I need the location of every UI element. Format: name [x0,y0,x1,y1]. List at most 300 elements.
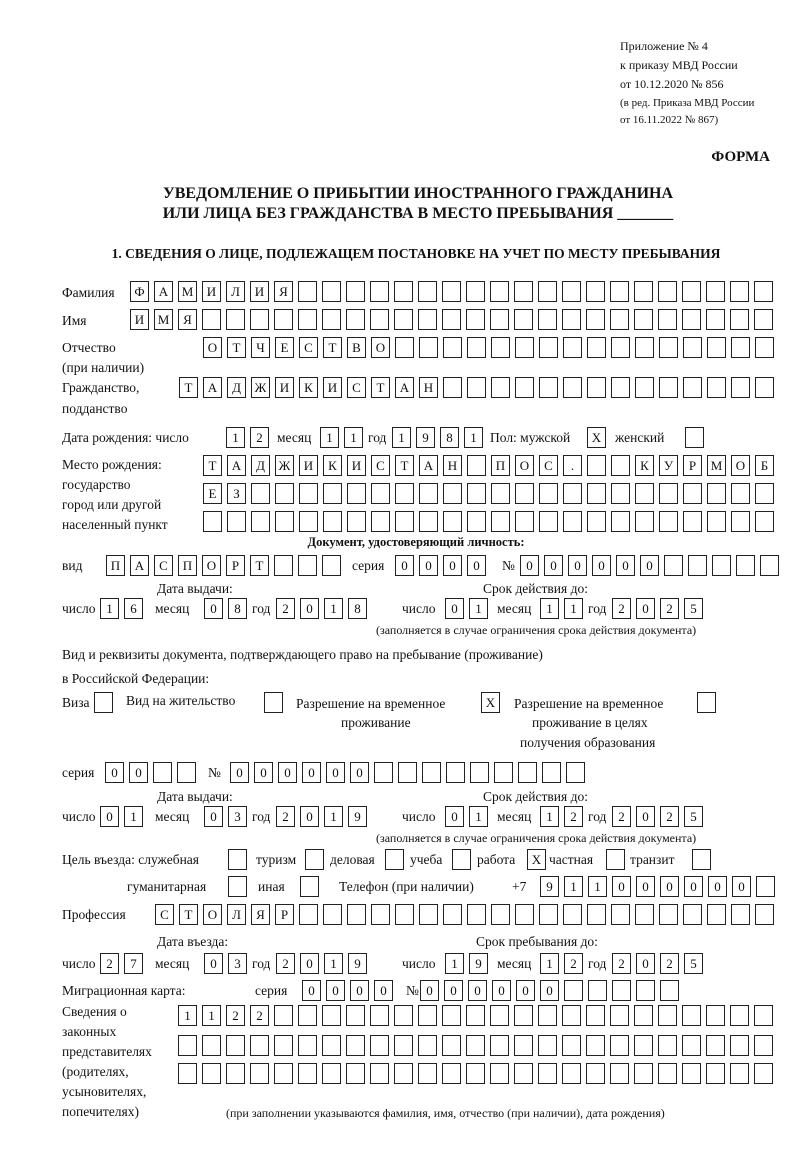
name-cell[interactable] [490,309,509,330]
representatives-2-cell[interactable] [538,1035,557,1056]
patronymic-cell[interactable] [395,337,414,358]
right-temp-cell[interactable]: X [481,692,500,713]
representatives-3-cell[interactable] [658,1063,677,1084]
birthplace-2-cell[interactable] [419,483,438,504]
representatives-1-cell[interactable] [298,1005,317,1026]
representatives-1-cell[interactable] [634,1005,653,1026]
right-visa-cell[interactable] [94,692,113,713]
name-cell[interactable] [298,309,317,330]
entry-issue-year-cell[interactable]: 1 [324,953,343,974]
surname-cell[interactable] [586,281,605,302]
representatives-3-cell[interactable] [298,1063,317,1084]
birthplace-1-cell[interactable]: И [347,455,366,476]
patronymic-cell[interactable] [587,337,606,358]
doc-kind-cell[interactable] [322,555,341,576]
doc-number-cell[interactable]: 0 [520,555,539,576]
migration-number-cell[interactable]: 0 [492,980,511,1001]
right-valid-day-cell[interactable]: 0 [445,806,464,827]
patronymic-cell[interactable]: Т [227,337,246,358]
representatives-1-cell[interactable] [418,1005,437,1026]
migration-number-cell[interactable] [564,980,583,1001]
phone-cell[interactable] [756,876,775,897]
name-cell[interactable] [562,309,581,330]
birthplace-2-cell[interactable] [299,483,318,504]
birthplace-1-cell[interactable]: Т [203,455,222,476]
birthplace-1-cell[interactable]: А [227,455,246,476]
surname-cell[interactable] [562,281,581,302]
surname-cell[interactable] [682,281,701,302]
name-cell[interactable]: М [154,309,173,330]
migration-number-cell[interactable] [636,980,655,1001]
representatives-1-cell[interactable]: 1 [202,1005,221,1026]
surname-cell[interactable] [346,281,365,302]
entry-issue-year-cell[interactable]: 9 [348,953,367,974]
representatives-1-cell[interactable] [514,1005,533,1026]
name-cell[interactable] [538,309,557,330]
representatives-2-cell[interactable] [418,1035,437,1056]
surname-cell[interactable] [754,281,773,302]
patronymic-cell[interactable] [515,337,534,358]
representatives-3-cell[interactable] [682,1063,701,1084]
surname-cell[interactable]: И [202,281,221,302]
birthplace-2-cell[interactable] [539,483,558,504]
purpose-humanitarian-cell[interactable] [228,876,247,897]
profession-cell[interactable]: О [203,904,222,925]
birthplace-2-cell[interactable]: З [227,483,246,504]
right-number-cell[interactable] [422,762,441,783]
surname-cell[interactable]: Ф [130,281,149,302]
birthplace-2-cell[interactable] [395,483,414,504]
birthplace-1-cell[interactable]: О [731,455,750,476]
representatives-2-cell[interactable] [754,1035,773,1056]
patronymic-cell[interactable]: В [347,337,366,358]
representatives-2-cell[interactable] [346,1035,365,1056]
patronymic-cell[interactable]: Ч [251,337,270,358]
citizenship-cell[interactable]: И [275,377,294,398]
profession-cell[interactable] [371,904,390,925]
doc-number-cell[interactable]: 0 [592,555,611,576]
birthplace-1-cell[interactable]: Н [443,455,462,476]
representatives-1-cell[interactable] [706,1005,725,1026]
entry-issue-year-cell[interactable]: 2 [276,953,295,974]
birthplace-3-cell[interactable] [755,511,774,532]
migration-number-cell[interactable] [660,980,679,1001]
doc-number-cell[interactable]: 0 [568,555,587,576]
citizenship-cell[interactable] [443,377,462,398]
representatives-2-cell[interactable] [634,1035,653,1056]
right-series-cell[interactable]: 0 [129,762,148,783]
profession-cell[interactable] [635,904,654,925]
right-valid-year-cell[interactable]: 2 [660,806,679,827]
birthplace-3-cell[interactable] [683,511,702,532]
birthplace-3-cell[interactable] [731,511,750,532]
doc-number-cell[interactable] [688,555,707,576]
citizenship-cell[interactable]: Н [419,377,438,398]
representatives-2-cell[interactable] [250,1035,269,1056]
right-issue-day-cell[interactable]: 1 [124,806,143,827]
representatives-2-cell[interactable] [466,1035,485,1056]
birthplace-1-cell[interactable]: Р [683,455,702,476]
birthplace-2-cell[interactable] [587,483,606,504]
surname-cell[interactable] [370,281,389,302]
citizenship-cell[interactable] [515,377,534,398]
citizenship-cell[interactable] [491,377,510,398]
birthplace-3-cell[interactable] [275,511,294,532]
surname-cell[interactable] [442,281,461,302]
right-number-cell[interactable]: 0 [254,762,273,783]
doc-number-cell[interactable] [736,555,755,576]
representatives-1-cell[interactable] [274,1005,293,1026]
doc-valid-year-cell[interactable]: 2 [612,598,631,619]
citizenship-cell[interactable]: Д [227,377,246,398]
representatives-3-cell[interactable] [394,1063,413,1084]
purpose-transit-cell[interactable] [692,849,711,870]
birthplace-3-cell[interactable] [563,511,582,532]
entry-valid-year-cell[interactable]: 5 [684,953,703,974]
surname-cell[interactable] [730,281,749,302]
birthplace-2-cell[interactable] [611,483,630,504]
representatives-2-cell[interactable] [658,1035,677,1056]
representatives-2-cell[interactable] [178,1035,197,1056]
migration-number-cell[interactable]: 0 [468,980,487,1001]
right-number-cell[interactable] [398,762,417,783]
name-cell[interactable] [274,309,293,330]
representatives-2-cell[interactable] [730,1035,749,1056]
profession-cell[interactable] [443,904,462,925]
doc-kind-cell[interactable]: О [202,555,221,576]
representatives-1-cell[interactable] [658,1005,677,1026]
surname-cell[interactable] [706,281,725,302]
entry-valid-year-cell[interactable]: 0 [636,953,655,974]
right-series-cell[interactable]: 0 [105,762,124,783]
birthplace-2-cell[interactable] [347,483,366,504]
representatives-3-cell[interactable] [250,1063,269,1084]
profession-cell[interactable] [419,904,438,925]
birthplace-3-cell[interactable] [611,511,630,532]
entry-issue-day-cell[interactable]: 7 [124,953,143,974]
name-cell[interactable] [706,309,725,330]
purpose-work-cell[interactable]: X [527,849,546,870]
birth-year-cell[interactable]: 8 [440,427,459,448]
birth-day-cell[interactable]: 2 [250,427,269,448]
representatives-1-cell[interactable] [538,1005,557,1026]
phone-cell[interactable]: 9 [540,876,559,897]
representatives-1-cell[interactable] [754,1005,773,1026]
birthplace-3-cell[interactable] [323,511,342,532]
birthplace-2-cell[interactable] [515,483,534,504]
doc-issue-month-cell[interactable]: 0 [204,598,223,619]
representatives-2-cell[interactable] [394,1035,413,1056]
right-number-cell[interactable] [446,762,465,783]
doc-number-cell[interactable]: 0 [640,555,659,576]
sex-male-cell[interactable]: X [587,427,606,448]
right-series-cell[interactable] [153,762,172,783]
doc-valid-day-cell[interactable]: 0 [445,598,464,619]
representatives-3-cell[interactable] [466,1063,485,1084]
representatives-3-cell[interactable] [706,1063,725,1084]
right-number-cell[interactable] [518,762,537,783]
right-valid-year-cell[interactable]: 2 [612,806,631,827]
entry-valid-month-cell[interactable]: 1 [540,953,559,974]
birthplace-2-cell[interactable] [443,483,462,504]
right-issue-year-cell[interactable]: 1 [324,806,343,827]
citizenship-cell[interactable] [659,377,678,398]
representatives-2-cell[interactable] [610,1035,629,1056]
name-cell[interactable] [754,309,773,330]
citizenship-cell[interactable] [539,377,558,398]
birthplace-1-cell[interactable]: И [299,455,318,476]
doc-kind-cell[interactable]: С [154,555,173,576]
patronymic-cell[interactable] [707,337,726,358]
surname-cell[interactable] [394,281,413,302]
birthplace-1-cell[interactable]: Д [251,455,270,476]
birthplace-1-cell[interactable]: А [419,455,438,476]
profession-cell[interactable] [539,904,558,925]
right-number-cell[interactable]: 0 [326,762,345,783]
patronymic-cell[interactable] [635,337,654,358]
representatives-2-cell[interactable] [562,1035,581,1056]
purpose-official-cell[interactable] [228,849,247,870]
birthplace-3-cell[interactable] [659,511,678,532]
right-issue-year-cell[interactable]: 0 [300,806,319,827]
representatives-3-cell[interactable] [202,1063,221,1084]
surname-cell[interactable] [538,281,557,302]
patronymic-cell[interactable] [563,337,582,358]
doc-kind-cell[interactable]: А [130,555,149,576]
representatives-3-cell[interactable] [514,1063,533,1084]
representatives-1-cell[interactable] [370,1005,389,1026]
birthplace-2-cell[interactable] [731,483,750,504]
purpose-tourism-cell[interactable] [305,849,324,870]
representatives-3-cell[interactable] [370,1063,389,1084]
birthplace-2-cell[interactable] [251,483,270,504]
surname-cell[interactable] [634,281,653,302]
birthplace-3-cell[interactable] [443,511,462,532]
entry-issue-day-cell[interactable]: 2 [100,953,119,974]
representatives-2-cell[interactable] [202,1035,221,1056]
representatives-2-cell[interactable] [370,1035,389,1056]
representatives-2-cell[interactable] [490,1035,509,1056]
profession-cell[interactable] [755,904,774,925]
migration-number-cell[interactable] [612,980,631,1001]
citizenship-cell[interactable]: Т [179,377,198,398]
birthplace-1-cell[interactable]: П [491,455,510,476]
right-issue-month-cell[interactable]: 3 [228,806,247,827]
birthplace-2-cell[interactable] [707,483,726,504]
profession-cell[interactable] [467,904,486,925]
representatives-2-cell[interactable] [442,1035,461,1056]
migration-number-cell[interactable]: 0 [444,980,463,1001]
birthplace-2-cell[interactable]: Е [203,483,222,504]
surname-cell[interactable] [514,281,533,302]
name-cell[interactable] [322,309,341,330]
profession-cell[interactable] [347,904,366,925]
birthplace-3-cell[interactable] [467,511,486,532]
migration-number-cell[interactable]: 0 [420,980,439,1001]
representatives-1-cell[interactable] [562,1005,581,1026]
birthplace-1-cell[interactable]: Ж [275,455,294,476]
migration-series-cell[interactable]: 0 [350,980,369,1001]
representatives-1-cell[interactable] [394,1005,413,1026]
birthplace-1-cell[interactable]: Б [755,455,774,476]
name-cell[interactable] [610,309,629,330]
birth-month-cell[interactable]: 1 [320,427,339,448]
representatives-3-cell[interactable] [562,1063,581,1084]
profession-cell[interactable] [707,904,726,925]
entry-valid-month-cell[interactable]: 2 [564,953,583,974]
doc-kind-cell[interactable]: Р [226,555,245,576]
representatives-2-cell[interactable] [586,1035,605,1056]
patronymic-cell[interactable] [443,337,462,358]
representatives-1-cell[interactable] [346,1005,365,1026]
representatives-3-cell[interactable] [418,1063,437,1084]
birthplace-1-cell[interactable] [467,455,486,476]
birthplace-3-cell[interactable] [587,511,606,532]
profession-cell[interactable] [611,904,630,925]
surname-cell[interactable] [298,281,317,302]
birthplace-1-cell[interactable]: К [635,455,654,476]
surname-cell[interactable] [466,281,485,302]
patronymic-cell[interactable]: С [299,337,318,358]
surname-cell[interactable] [322,281,341,302]
right-temp-edu-cell[interactable] [697,692,716,713]
representatives-3-cell[interactable] [226,1063,245,1084]
birthplace-3-cell[interactable] [251,511,270,532]
migration-number-cell[interactable]: 0 [516,980,535,1001]
entry-valid-day-cell[interactable]: 1 [445,953,464,974]
name-cell[interactable] [250,309,269,330]
migration-series-cell[interactable]: 0 [374,980,393,1001]
profession-cell[interactable]: С [155,904,174,925]
patronymic-cell[interactable] [659,337,678,358]
representatives-2-cell[interactable] [298,1035,317,1056]
birthplace-1-cell[interactable]: С [371,455,390,476]
surname-cell[interactable]: А [154,281,173,302]
patronymic-cell[interactable] [539,337,558,358]
name-cell[interactable] [514,309,533,330]
doc-series-cell[interactable]: 0 [395,555,414,576]
representatives-1-cell[interactable]: 2 [250,1005,269,1026]
right-valid-month-cell[interactable]: 2 [564,806,583,827]
citizenship-cell[interactable] [683,377,702,398]
doc-number-cell[interactable] [664,555,683,576]
name-cell[interactable] [370,309,389,330]
profession-cell[interactable] [299,904,318,925]
patronymic-cell[interactable] [683,337,702,358]
doc-issue-day-cell[interactable]: 6 [124,598,143,619]
patronymic-cell[interactable] [467,337,486,358]
representatives-1-cell[interactable] [610,1005,629,1026]
birthplace-3-cell[interactable] [419,511,438,532]
doc-valid-year-cell[interactable]: 5 [684,598,703,619]
birthplace-3-cell[interactable] [635,511,654,532]
patronymic-cell[interactable]: О [371,337,390,358]
patronymic-cell[interactable] [755,337,774,358]
surname-cell[interactable]: И [250,281,269,302]
representatives-2-cell[interactable] [274,1035,293,1056]
birthplace-3-cell[interactable] [539,511,558,532]
citizenship-cell[interactable] [587,377,606,398]
purpose-other-cell[interactable] [300,876,319,897]
name-cell[interactable] [730,309,749,330]
representatives-2-cell[interactable] [322,1035,341,1056]
name-cell[interactable] [418,309,437,330]
name-cell[interactable] [658,309,677,330]
doc-kind-cell[interactable] [274,555,293,576]
citizenship-cell[interactable]: Ж [251,377,270,398]
representatives-3-cell[interactable] [610,1063,629,1084]
patronymic-cell[interactable] [491,337,510,358]
birthplace-2-cell[interactable] [635,483,654,504]
birthplace-1-cell[interactable] [587,455,606,476]
citizenship-cell[interactable]: И [323,377,342,398]
representatives-3-cell[interactable] [322,1063,341,1084]
phone-cell[interactable]: 0 [684,876,703,897]
patronymic-cell[interactable] [611,337,630,358]
right-number-cell[interactable]: 0 [230,762,249,783]
birth-year-cell[interactable]: 9 [416,427,435,448]
right-issue-day-cell[interactable]: 0 [100,806,119,827]
doc-issue-year-cell[interactable]: 2 [276,598,295,619]
name-cell[interactable] [634,309,653,330]
profession-cell[interactable] [563,904,582,925]
name-cell[interactable] [202,309,221,330]
right-issue-year-cell[interactable]: 2 [276,806,295,827]
name-cell[interactable] [394,309,413,330]
doc-valid-year-cell[interactable]: 2 [660,598,679,619]
name-cell[interactable]: И [130,309,149,330]
purpose-private-cell[interactable] [606,849,625,870]
migration-series-cell[interactable]: 0 [302,980,321,1001]
birthplace-2-cell[interactable] [563,483,582,504]
representatives-1-cell[interactable] [730,1005,749,1026]
surname-cell[interactable]: М [178,281,197,302]
migration-series-cell[interactable]: 0 [326,980,345,1001]
right-issue-year-cell[interactable]: 9 [348,806,367,827]
right-number-cell[interactable]: 0 [278,762,297,783]
profession-cell[interactable] [395,904,414,925]
citizenship-cell[interactable]: А [203,377,222,398]
doc-series-cell[interactable]: 0 [467,555,486,576]
surname-cell[interactable] [418,281,437,302]
representatives-3-cell[interactable] [346,1063,365,1084]
citizenship-cell[interactable]: А [395,377,414,398]
surname-cell[interactable] [610,281,629,302]
doc-number-cell[interactable] [712,555,731,576]
birthplace-3-cell[interactable] [515,511,534,532]
doc-number-cell[interactable]: 0 [616,555,635,576]
representatives-1-cell[interactable]: 1 [178,1005,197,1026]
birthplace-1-cell[interactable]: К [323,455,342,476]
profession-cell[interactable] [731,904,750,925]
name-cell[interactable] [442,309,461,330]
doc-kind-cell[interactable] [298,555,317,576]
representatives-3-cell[interactable] [178,1063,197,1084]
migration-number-cell[interactable] [588,980,607,1001]
right-valid-day-cell[interactable]: 1 [469,806,488,827]
name-cell[interactable] [586,309,605,330]
citizenship-cell[interactable]: Т [371,377,390,398]
representatives-3-cell[interactable] [538,1063,557,1084]
profession-cell[interactable] [491,904,510,925]
right-number-cell[interactable] [494,762,513,783]
entry-issue-year-cell[interactable]: 0 [300,953,319,974]
surname-cell[interactable]: Л [226,281,245,302]
representatives-1-cell[interactable] [682,1005,701,1026]
doc-kind-cell[interactable]: Т [250,555,269,576]
surname-cell[interactable] [658,281,677,302]
patronymic-cell[interactable]: Т [323,337,342,358]
